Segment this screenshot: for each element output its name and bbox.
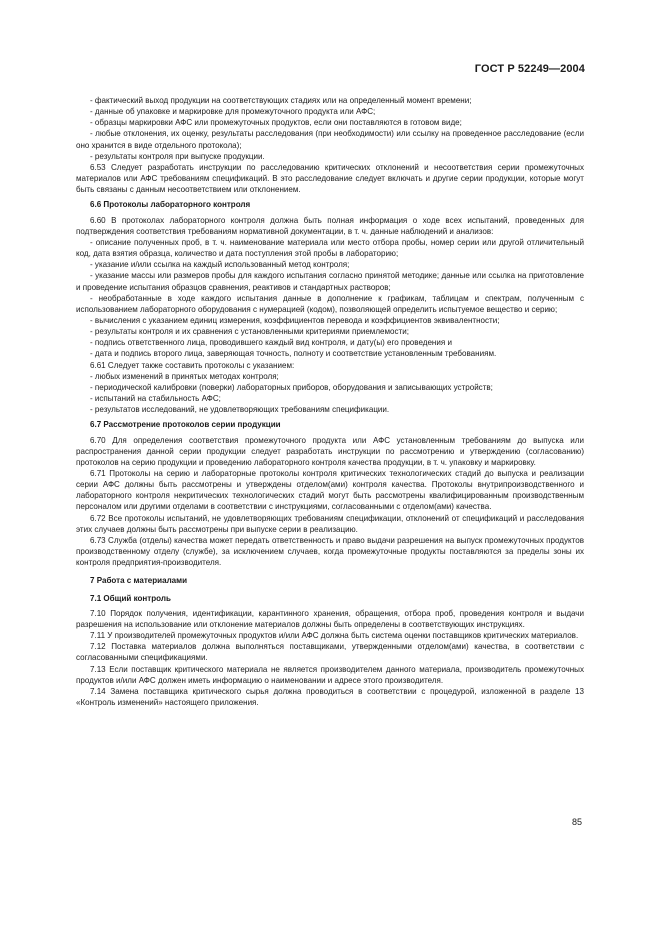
paragraph: 6.60 В протоколах лабораторного контроля должна быть полная информация о ходе всех испытаний, проведенных для подтверждения соответствия требованиям нормативной документации, в т. ч. данные наблюдений и анализов: (76, 215, 584, 236)
paragraph: 6.73 Служба (отделы) качества может передать ответственность и право выдачи разрешения на выпуск промежуточных продуктов производственному отделу (службе), за исключением случаев, когда промежуточные продукты поставляются за пределы зоны их контроля предприятия-производителя. (76, 535, 584, 568)
paragraph: - результатов исследований, не удовлетворяющих требованиям спецификации. (90, 405, 390, 415)
paragraph: - дата и подпись второго лица, заверяющая точность, полноту и соответствие установленным требованиям. (90, 349, 497, 359)
paragraph: - результаты контроля при выпуске продукции. (90, 151, 265, 161)
paragraph: - результаты контроля и их сравнения с установленными критериями приемлемости; (90, 327, 409, 337)
paragraph: - периодической калибровки (поверки) лабораторных приборов, оборудования и записывающих устройств; (90, 382, 493, 392)
paragraph: 7.10 Порядок получения, идентификации, карантинного хранения, обращения, отбора проб, проведения контроля и выдачи разрешения на использование или отклонение материалов должны быть определены в соответствующих инструкциях. (76, 608, 584, 629)
paragraph: 7.13 Если поставщик критического материала не является производителем данного материала, производитель промежуточных продуктов и/или АФС должен иметь информацию о наименовании и адресе этого производителя. (76, 664, 584, 685)
paragraph: - данные об упаковке и маркировке для промежуточного продукта или АФС; (90, 107, 376, 117)
paragraph: - любые отклонения, их оценку, результаты расследования (при необходимости) или ссылку на проведенное расследование (если оно хранится в виде отдельного протокола); (76, 129, 584, 150)
paragraph: - описание полученных проб, в т. ч. наименование материала или место отбора пробы, номер серии или другой отличительный код, дата взятия образца, количество и дата поступления этой пробы в лабораторию; (76, 237, 584, 259)
paragraph: - вычисления с указанием единиц измерения, коэффициентов перевода и коэффициентов эквивалентности; (90, 315, 500, 325)
document-id-header: ГОСТ Р 52249—2004 (474, 63, 585, 75)
paragraph: - указание массы или размеров пробы для каждого испытания согласно принятой методике; данные или ссылка на приготовление и проведение испытания образцов сравнения, реактивов и стандартных растворов; (76, 271, 584, 292)
paragraph: - образцы маркировки АФС или промежуточных продуктов, если они поставляются в готовом виде; (90, 118, 462, 128)
paragraph: 6.72 Все протоколы испытаний, не удовлетворяющих требованиям спецификации, отклонений от спецификаций и расследования этих случаев должны быть рассмотрены при выпуске серии в реализацию. (76, 513, 584, 534)
section-heading: 7.1 Общий контроль (90, 593, 171, 603)
section-heading: 6.6 Протоколы лабораторного контроля (90, 200, 251, 210)
paragraph: - необработанные в ходе каждого испытания данные в дополнение к графикам, таблицам и спектрам, полученным с использованием лабораторного оборудования с нумерацией (кодом), позволяющей определить испытуемое вещество и серию; (76, 293, 584, 314)
page-number: 85 (571, 817, 582, 827)
paragraph: - подпись ответственного лица, проводившего каждый вид контроля, и дату(ы) его проведения и (90, 338, 452, 348)
document-body (76, 95, 584, 708)
paragraph: - указание и/или ссылка на каждый использованный метод контроля; (90, 260, 350, 270)
paragraph: 6.70 Для определения соответствия промежуточного продукта или АФС установленным требованиям до выпуска или распространения данной серии продукции следует разработать инструкции по рассмотрению и утверждению (согласованию) протоколов на серию продукции и проведению лабораторного контроля качества продукции, в т. ч. упаковку и маркировку. (76, 435, 584, 467)
paragraph: 7.11 У производителей промежуточных продуктов и/или АФС должна быть система оценки поставщиков критических материалов. (90, 631, 579, 641)
paragraph: 7.14 Замена поставщика критического сырья должна проводиться в соответствии с процедурой, изложенной в разделе 13 «Контроль изменений» настоящего приложения. (76, 686, 584, 707)
section-heading: 6.7 Рассмотрение протоколов серии продукции (90, 420, 281, 430)
paragraph: 6.61 Следует также составить протоколы с указанием: (90, 360, 295, 370)
paragraph: - фактический выход продукции на соответствующих стадиях или на определенный момент времени; (90, 96, 472, 105)
paragraph: - испытаний на стабильность АФС; (90, 394, 221, 404)
paragraph: 7.12 Поставка материалов должна выполняться поставщиками, утвержденными отделом(ами) качества, в соответствии с согласованными спецификациями. (76, 642, 584, 663)
paragraph: 6.53 Следует разработать инструкции по расследованию критических отклонений и несоответствия серии промежуточных материалов или АФС требованиям спецификаций. В это расследование следует включать и другие серии продукции, которые могут быть связаны с данным несоответствием или отклонением. (76, 162, 584, 195)
paragraph: - любых изменений в принятых методах контроля; (90, 371, 279, 381)
chapter-heading: 7 Работа с материалами (90, 576, 188, 586)
paragraph: 6.71 Протоколы на серию и лабораторные протоколы контроля критических технологических стадий до выпуска и реализации серии АФС должны быть рассмотрены и утверждены отделом(ами) контроля качества. Протоколы внутрипроизводственного и лабораторного контроля некритических технологических стадий могут быть рассмотрены квалифицированным производственным персоналом или другими отделами в соответствии с инструкциями, согласованными с отделом(ами) качества. (76, 469, 584, 512)
